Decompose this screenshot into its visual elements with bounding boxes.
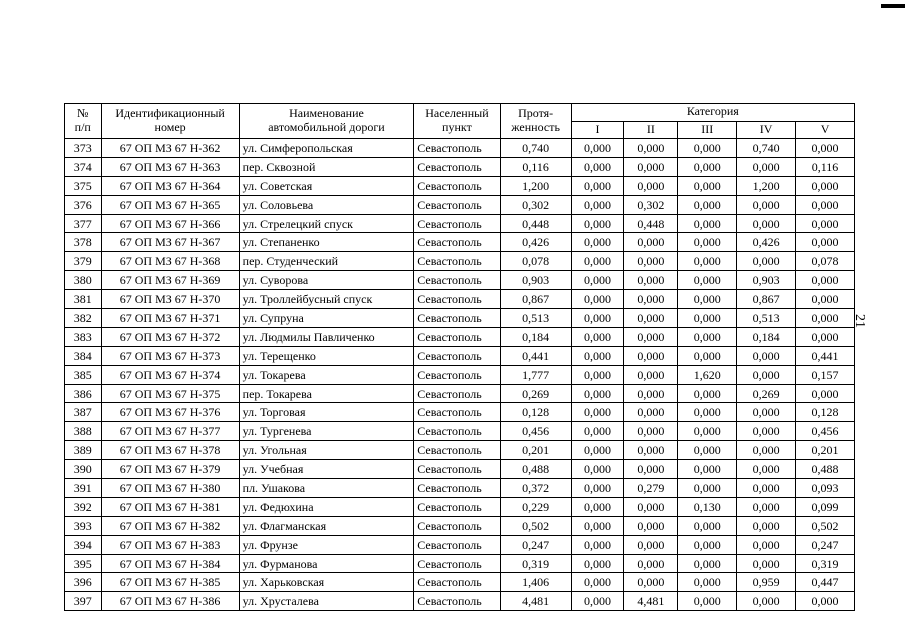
road-name-cell: ул. Симферопольская <box>239 139 414 158</box>
length-cell: 0,903 <box>500 271 571 290</box>
row-number-cell: 376 <box>65 195 102 214</box>
cat-1-cell: 0,000 <box>571 365 624 384</box>
table-row <box>65 592 855 611</box>
settlement-cell: Севастополь <box>414 271 500 290</box>
cat-2-cell: 0,000 <box>624 422 678 441</box>
cat-1-cell: 0,000 <box>571 195 624 214</box>
cat-5-cell: 0,157 <box>796 365 855 384</box>
cat-4-cell: 0,000 <box>737 195 796 214</box>
road-id-cell: 67 ОП МЗ 67 Н-376 <box>101 403 239 422</box>
corner-mark <box>881 4 905 8</box>
cat-5-cell: 0,488 <box>796 460 855 479</box>
cat-2-cell: 0,000 <box>624 290 678 309</box>
length-cell: 4,481 <box>500 592 571 611</box>
row-number-cell: 389 <box>65 441 102 460</box>
settlement-cell: Севастополь <box>414 346 500 365</box>
length-cell: 0,128 <box>500 403 571 422</box>
length-cell: 0,372 <box>500 479 571 498</box>
cat-2-cell: 0,000 <box>624 233 678 252</box>
row-number-cell: 390 <box>65 460 102 479</box>
cat-1-cell: 0,000 <box>571 497 624 516</box>
settlement-cell: Севастополь <box>414 479 500 498</box>
cat-1-cell: 0,000 <box>571 176 624 195</box>
settlement-cell: Севастополь <box>414 176 500 195</box>
road-id-cell: 67 ОП МЗ 67 Н-383 <box>101 535 239 554</box>
cat-5-cell: 0,447 <box>796 573 855 592</box>
page-number: 21 <box>852 314 867 328</box>
road-name-cell: пер. Сквозной <box>239 157 414 176</box>
row-number-cell: 382 <box>65 309 102 328</box>
cat-3-cell: 0,000 <box>678 233 737 252</box>
cat-5-cell: 0,128 <box>796 403 855 422</box>
cat-2-cell: 0,000 <box>624 535 678 554</box>
table-row <box>65 327 855 346</box>
cat-2-cell: 0,000 <box>624 573 678 592</box>
settlement-cell: Севастополь <box>414 403 500 422</box>
cat-1-cell: 0,000 <box>571 573 624 592</box>
cat-2-cell: 0,000 <box>624 460 678 479</box>
table-body <box>65 139 855 611</box>
settlement-cell: Севастополь <box>414 157 500 176</box>
road-name-cell: ул. Харьковская <box>239 573 414 592</box>
road-name-cell: пер. Токарева <box>239 384 414 403</box>
length-cell: 0,116 <box>500 157 571 176</box>
road-name-cell: ул. Федюхина <box>239 497 414 516</box>
road-id-cell: 67 ОП МЗ 67 Н-373 <box>101 346 239 365</box>
cat-5-cell: 0,201 <box>796 441 855 460</box>
road-id-cell: 67 ОП МЗ 67 Н-366 <box>101 214 239 233</box>
cat-5-cell: 0,099 <box>796 497 855 516</box>
cat-2-cell: 0,000 <box>624 403 678 422</box>
row-number-cell: 384 <box>65 346 102 365</box>
road-id-cell: 67 ОП МЗ 67 Н-385 <box>101 573 239 592</box>
table-row <box>65 214 855 233</box>
cat-5-cell: 0,000 <box>796 384 855 403</box>
table-row <box>65 365 855 384</box>
cat-3-cell: 0,000 <box>678 346 737 365</box>
length-cell: 0,488 <box>500 460 571 479</box>
cat-1-cell: 0,000 <box>571 535 624 554</box>
cat-4-cell: 0,000 <box>737 346 796 365</box>
table-row <box>65 384 855 403</box>
length-cell: 1,406 <box>500 573 571 592</box>
cat-3-cell: 0,000 <box>678 554 737 573</box>
table-row <box>65 497 855 516</box>
settlement-cell: Севастополь <box>414 290 500 309</box>
cat-1-cell: 0,000 <box>571 271 624 290</box>
cat-3-cell: 0,000 <box>678 252 737 271</box>
settlement-cell: Севастополь <box>414 535 500 554</box>
road-name-cell: ул. Учебная <box>239 460 414 479</box>
road-name-cell: ул. Фурманова <box>239 554 414 573</box>
table-row <box>65 290 855 309</box>
settlement-cell: Севастополь <box>414 139 500 158</box>
table-row <box>65 252 855 271</box>
cat-4-cell: 0,000 <box>737 497 796 516</box>
cat-3-cell: 0,130 <box>678 497 737 516</box>
road-id-cell: 67 ОП МЗ 67 Н-380 <box>101 479 239 498</box>
header-length: Протя- женность <box>500 104 571 139</box>
cat-5-cell: 0,078 <box>796 252 855 271</box>
table-row <box>65 271 855 290</box>
table-header <box>65 104 855 139</box>
road-name-cell: пл. Ушакова <box>239 479 414 498</box>
road-name-cell: ул. Степаненко <box>239 233 414 252</box>
length-cell: 0,456 <box>500 422 571 441</box>
length-cell: 0,867 <box>500 290 571 309</box>
table-row <box>65 309 855 328</box>
length-cell: 0,740 <box>500 139 571 158</box>
cat-5-cell: 0,116 <box>796 157 855 176</box>
row-number-cell: 379 <box>65 252 102 271</box>
length-cell: 0,448 <box>500 214 571 233</box>
cat-4-cell: 0,269 <box>737 384 796 403</box>
cat-2-cell: 0,000 <box>624 346 678 365</box>
cat-3-cell: 0,000 <box>678 479 737 498</box>
roads-table <box>64 103 855 611</box>
cat-4-cell: 0,000 <box>737 441 796 460</box>
row-number-cell: 395 <box>65 554 102 573</box>
cat-5-cell: 0,247 <box>796 535 855 554</box>
settlement-cell: Севастополь <box>414 441 500 460</box>
cat-4-cell: 0,513 <box>737 309 796 328</box>
road-id-cell: 67 ОП МЗ 67 Н-382 <box>101 516 239 535</box>
header-category-4: IV <box>737 121 796 139</box>
road-name-cell: ул. Суворова <box>239 271 414 290</box>
row-number-cell: 386 <box>65 384 102 403</box>
row-number-cell: 396 <box>65 573 102 592</box>
cat-2-cell: 0,000 <box>624 176 678 195</box>
cat-2-cell: 0,000 <box>624 252 678 271</box>
cat-3-cell: 0,000 <box>678 460 737 479</box>
cat-2-cell: 0,000 <box>624 497 678 516</box>
cat-4-cell: 0,000 <box>737 592 796 611</box>
row-number-cell: 374 <box>65 157 102 176</box>
road-name-cell: ул. Хрусталева <box>239 592 414 611</box>
header-category-1: I <box>571 121 624 139</box>
row-number-cell: 392 <box>65 497 102 516</box>
cat-2-cell: 0,000 <box>624 384 678 403</box>
road-id-cell: 67 ОП МЗ 67 Н-368 <box>101 252 239 271</box>
header-id: Идентификационный номер <box>101 104 239 139</box>
cat-5-cell: 0,000 <box>796 139 855 158</box>
settlement-cell: Севастополь <box>414 384 500 403</box>
header-category-3: III <box>678 121 737 139</box>
cat-2-cell: 0,000 <box>624 365 678 384</box>
row-number-cell: 385 <box>65 365 102 384</box>
road-id-cell: 67 ОП МЗ 67 Н-372 <box>101 327 239 346</box>
length-cell: 0,319 <box>500 554 571 573</box>
settlement-cell: Севастополь <box>414 516 500 535</box>
road-id-cell: 67 ОП МЗ 67 Н-371 <box>101 309 239 328</box>
header-category: Категория <box>571 104 854 122</box>
settlement-cell: Севастополь <box>414 327 500 346</box>
road-id-cell: 67 ОП МЗ 67 Н-364 <box>101 176 239 195</box>
header-category-2: II <box>624 121 678 139</box>
cat-3-cell: 0,000 <box>678 176 737 195</box>
cat-1-cell: 0,000 <box>571 214 624 233</box>
table-row <box>65 554 855 573</box>
cat-3-cell: 0,000 <box>678 214 737 233</box>
settlement-cell: Севастополь <box>414 497 500 516</box>
row-number-cell: 394 <box>65 535 102 554</box>
cat-1-cell: 0,000 <box>571 384 624 403</box>
road-id-cell: 67 ОП МЗ 67 Н-378 <box>101 441 239 460</box>
cat-1-cell: 0,000 <box>571 441 624 460</box>
road-id-cell: 67 ОП МЗ 67 Н-377 <box>101 422 239 441</box>
cat-1-cell: 0,000 <box>571 139 624 158</box>
cat-2-cell: 0,000 <box>624 139 678 158</box>
header-name: Наименование автомобильной дороги <box>239 104 414 139</box>
road-id-cell: 67 ОП МЗ 67 Н-375 <box>101 384 239 403</box>
road-name-cell: ул. Троллейбусный спуск <box>239 290 414 309</box>
table-row <box>65 139 855 158</box>
road-name-cell: ул. Фрунзе <box>239 535 414 554</box>
cat-5-cell: 0,000 <box>796 271 855 290</box>
cat-4-cell: 0,000 <box>737 554 796 573</box>
cat-2-cell: 0,000 <box>624 157 678 176</box>
row-number-cell: 377 <box>65 214 102 233</box>
cat-3-cell: 0,000 <box>678 573 737 592</box>
cat-1-cell: 0,000 <box>571 403 624 422</box>
length-cell: 0,078 <box>500 252 571 271</box>
settlement-cell: Севастополь <box>414 592 500 611</box>
cat-3-cell: 0,000 <box>678 516 737 535</box>
settlement-cell: Севастополь <box>414 195 500 214</box>
row-number-cell: 380 <box>65 271 102 290</box>
cat-3-cell: 0,000 <box>678 309 737 328</box>
cat-4-cell: 0,000 <box>737 479 796 498</box>
length-cell: 0,184 <box>500 327 571 346</box>
cat-2-cell: 0,000 <box>624 271 678 290</box>
row-number-cell: 388 <box>65 422 102 441</box>
row-number-cell: 375 <box>65 176 102 195</box>
cat-1-cell: 0,000 <box>571 516 624 535</box>
cat-2-cell: 0,448 <box>624 214 678 233</box>
cat-2-cell: 0,000 <box>624 327 678 346</box>
settlement-cell: Севастополь <box>414 554 500 573</box>
row-number-cell: 391 <box>65 479 102 498</box>
cat-5-cell: 0,000 <box>796 176 855 195</box>
cat-1-cell: 0,000 <box>571 422 624 441</box>
road-name-cell: ул. Флагманская <box>239 516 414 535</box>
road-id-cell: 67 ОП МЗ 67 Н-367 <box>101 233 239 252</box>
header-place: Населенный пункт <box>414 104 500 139</box>
length-cell: 0,302 <box>500 195 571 214</box>
cat-3-cell: 0,000 <box>678 384 737 403</box>
length-cell: 0,502 <box>500 516 571 535</box>
cat-4-cell: 0,184 <box>737 327 796 346</box>
cat-4-cell: 0,000 <box>737 214 796 233</box>
row-number-cell: 383 <box>65 327 102 346</box>
cat-4-cell: 0,867 <box>737 290 796 309</box>
road-id-cell: 67 ОП МЗ 67 Н-381 <box>101 497 239 516</box>
table-row <box>65 233 855 252</box>
table-row <box>65 422 855 441</box>
cat-5-cell: 0,502 <box>796 516 855 535</box>
cat-5-cell: 0,000 <box>796 195 855 214</box>
cat-4-cell: 0,000 <box>737 460 796 479</box>
length-cell: 0,513 <box>500 309 571 328</box>
road-id-cell: 67 ОП МЗ 67 Н-379 <box>101 460 239 479</box>
road-name-cell: пер. Студенческий <box>239 252 414 271</box>
cat-4-cell: 0,000 <box>737 516 796 535</box>
cat-2-cell: 0,000 <box>624 309 678 328</box>
cat-3-cell: 0,000 <box>678 422 737 441</box>
road-name-cell: ул. Людмилы Павличенко <box>239 327 414 346</box>
cat-4-cell: 0,000 <box>737 365 796 384</box>
cat-5-cell: 0,456 <box>796 422 855 441</box>
cat-2-cell: 0,000 <box>624 441 678 460</box>
cat-5-cell: 0,000 <box>796 290 855 309</box>
cat-1-cell: 0,000 <box>571 460 624 479</box>
table-row <box>65 516 855 535</box>
table-row <box>65 403 855 422</box>
row-number-cell: 387 <box>65 403 102 422</box>
cat-1-cell: 0,000 <box>571 252 624 271</box>
road-id-cell: 67 ОП МЗ 67 Н-365 <box>101 195 239 214</box>
length-cell: 0,229 <box>500 497 571 516</box>
length-cell: 0,201 <box>500 441 571 460</box>
table-row <box>65 535 855 554</box>
table-row <box>65 441 855 460</box>
cat-2-cell: 0,302 <box>624 195 678 214</box>
header-category-5: V <box>796 121 855 139</box>
cat-3-cell: 0,000 <box>678 290 737 309</box>
road-id-cell: 67 ОП МЗ 67 Н-386 <box>101 592 239 611</box>
cat-5-cell: 0,319 <box>796 554 855 573</box>
cat-3-cell: 1,620 <box>678 365 737 384</box>
length-cell: 0,269 <box>500 384 571 403</box>
table-row <box>65 157 855 176</box>
length-cell: 0,441 <box>500 346 571 365</box>
settlement-cell: Севастополь <box>414 309 500 328</box>
road-name-cell: ул. Тургенева <box>239 422 414 441</box>
cat-3-cell: 0,000 <box>678 592 737 611</box>
road-name-cell: ул. Торговая <box>239 403 414 422</box>
table-row <box>65 573 855 592</box>
settlement-cell: Севастополь <box>414 573 500 592</box>
settlement-cell: Севастополь <box>414 422 500 441</box>
cat-3-cell: 0,000 <box>678 403 737 422</box>
length-cell: 0,247 <box>500 535 571 554</box>
cat-1-cell: 0,000 <box>571 309 624 328</box>
length-cell: 1,200 <box>500 176 571 195</box>
cat-2-cell: 0,279 <box>624 479 678 498</box>
cat-4-cell: 0,740 <box>737 139 796 158</box>
cat-4-cell: 0,426 <box>737 233 796 252</box>
cat-2-cell: 4,481 <box>624 592 678 611</box>
table-row <box>65 195 855 214</box>
cat-1-cell: 0,000 <box>571 592 624 611</box>
table-row <box>65 460 855 479</box>
table-row <box>65 176 855 195</box>
settlement-cell: Севастополь <box>414 460 500 479</box>
road-name-cell: ул. Советская <box>239 176 414 195</box>
row-number-cell: 373 <box>65 139 102 158</box>
cat-4-cell: 1,200 <box>737 176 796 195</box>
settlement-cell: Севастополь <box>414 233 500 252</box>
settlement-cell: Севастополь <box>414 365 500 384</box>
row-number-cell: 397 <box>65 592 102 611</box>
cat-4-cell: 0,000 <box>737 422 796 441</box>
cat-5-cell: 0,000 <box>796 309 855 328</box>
cat-5-cell: 0,441 <box>796 346 855 365</box>
cat-3-cell: 0,000 <box>678 441 737 460</box>
cat-4-cell: 0,000 <box>737 252 796 271</box>
cat-1-cell: 0,000 <box>571 233 624 252</box>
cat-1-cell: 0,000 <box>571 346 624 365</box>
road-id-cell: 67 ОП МЗ 67 Н-363 <box>101 157 239 176</box>
road-id-cell: 67 ОП МЗ 67 Н-374 <box>101 365 239 384</box>
settlement-cell: Севастополь <box>414 214 500 233</box>
road-name-cell: ул. Угольная <box>239 441 414 460</box>
row-number-cell: 378 <box>65 233 102 252</box>
road-name-cell: ул. Супруна <box>239 309 414 328</box>
cat-4-cell: 0,000 <box>737 157 796 176</box>
cat-5-cell: 0,000 <box>796 214 855 233</box>
road-name-cell: ул. Терещенко <box>239 346 414 365</box>
road-name-cell: ул. Соловьева <box>239 195 414 214</box>
length-cell: 1,777 <box>500 365 571 384</box>
cat-5-cell: 0,000 <box>796 233 855 252</box>
cat-3-cell: 0,000 <box>678 327 737 346</box>
cat-5-cell: 0,000 <box>796 327 855 346</box>
road-id-cell: 67 ОП МЗ 67 Н-384 <box>101 554 239 573</box>
cat-3-cell: 0,000 <box>678 157 737 176</box>
cat-4-cell: 0,000 <box>737 535 796 554</box>
cat-4-cell: 0,959 <box>737 573 796 592</box>
settlement-cell: Севастополь <box>414 252 500 271</box>
cat-1-cell: 0,000 <box>571 290 624 309</box>
cat-1-cell: 0,000 <box>571 479 624 498</box>
cat-3-cell: 0,000 <box>678 535 737 554</box>
cat-4-cell: 0,000 <box>737 403 796 422</box>
cat-3-cell: 0,000 <box>678 271 737 290</box>
cat-4-cell: 0,903 <box>737 271 796 290</box>
road-id-cell: 67 ОП МЗ 67 Н-362 <box>101 139 239 158</box>
road-id-cell: 67 ОП МЗ 67 Н-370 <box>101 290 239 309</box>
road-id-cell: 67 ОП МЗ 67 Н-369 <box>101 271 239 290</box>
road-name-cell: ул. Токарева <box>239 365 414 384</box>
cat-1-cell: 0,000 <box>571 554 624 573</box>
table-row <box>65 346 855 365</box>
header-num: № п/п <box>65 104 102 139</box>
cat-3-cell: 0,000 <box>678 139 737 158</box>
cat-1-cell: 0,000 <box>571 327 624 346</box>
row-number-cell: 393 <box>65 516 102 535</box>
cat-2-cell: 0,000 <box>624 516 678 535</box>
cat-5-cell: 0,093 <box>796 479 855 498</box>
table-row <box>65 479 855 498</box>
road-name-cell: ул. Стрелецкий спуск <box>239 214 414 233</box>
cat-2-cell: 0,000 <box>624 554 678 573</box>
length-cell: 0,426 <box>500 233 571 252</box>
row-number-cell: 381 <box>65 290 102 309</box>
cat-1-cell: 0,000 <box>571 157 624 176</box>
cat-3-cell: 0,000 <box>678 195 737 214</box>
cat-5-cell: 0,000 <box>796 592 855 611</box>
